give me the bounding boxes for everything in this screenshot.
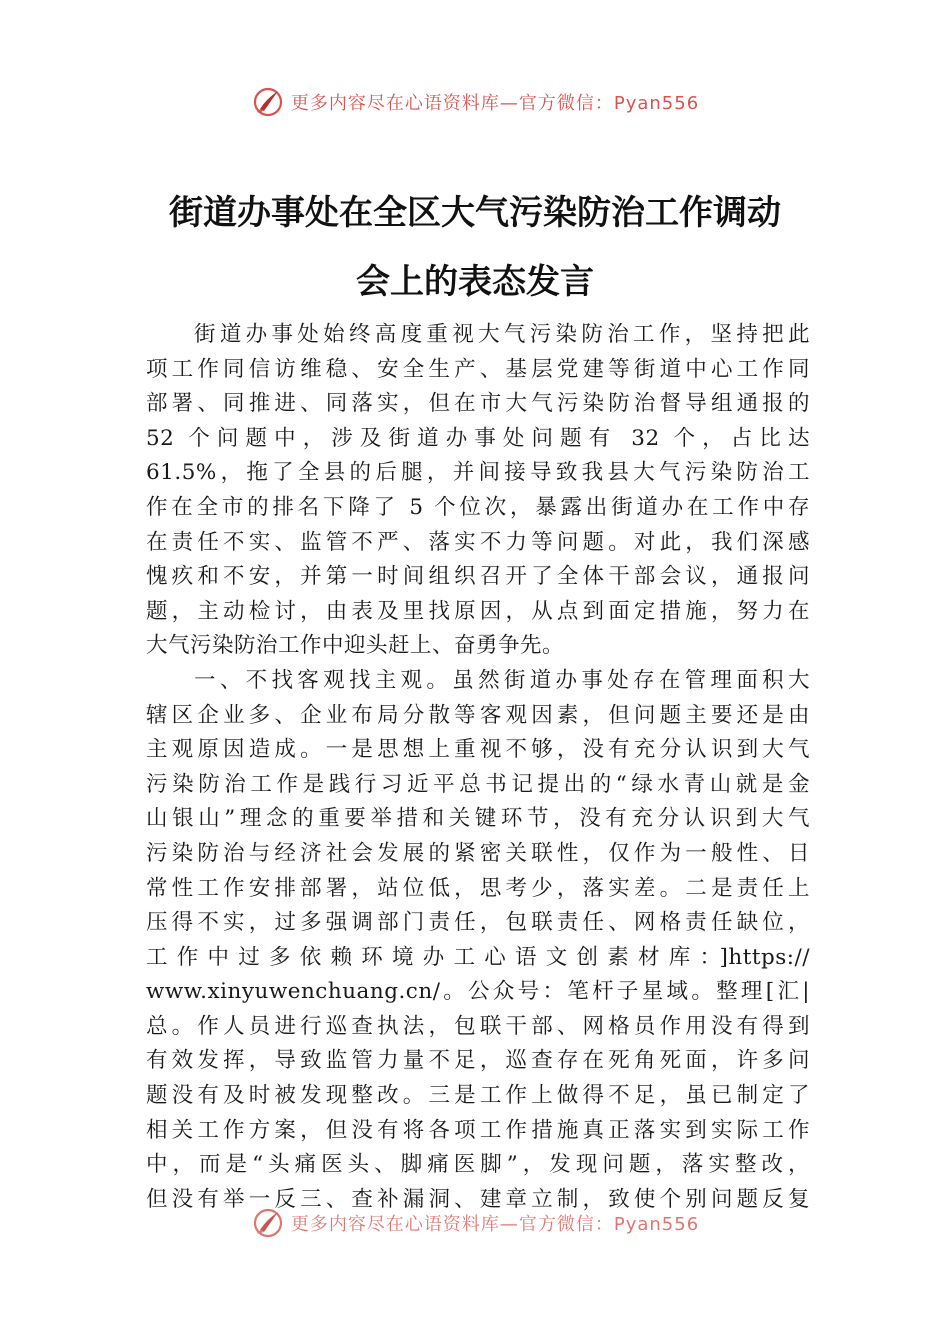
body-line: 一、不找客观找主观。虽然街道办事处存在管理面积大 bbox=[194, 667, 810, 693]
body-line: 压得不实，过多强调部门责任，包联责任、网格责任缺位， bbox=[146, 910, 810, 936]
body-line: 愧疚和不安，并第一时间组织召开了全体干部会议，通报问 bbox=[146, 564, 810, 590]
watermark-footer bbox=[0, 1203, 950, 1243]
body-line: 题，主动检讨，由表及里找原因，从点到面定措施，努力在 bbox=[146, 598, 810, 624]
body-line: 总。作人员进行巡查执法，包联干部、网格员作用没有得到 bbox=[146, 1013, 810, 1039]
body-line: 部署、同推进、同落实，但在市大气污染防治督导组通报的 bbox=[146, 391, 810, 417]
body-line: 大气污染防治工作中迎头赶上、奋勇争先。 bbox=[146, 633, 565, 659]
body-line: 山银山”理念的重要举措和关键环节，没有充分认识到大气 bbox=[146, 806, 810, 832]
body-line: 在责任不实、监管不严、落实不力等问题。对此，我们深感 bbox=[146, 529, 810, 555]
body-line: 街道办事处始终高度重视大气污染防治工作，坚持把此 bbox=[194, 322, 810, 347]
body-line: 常性工作安排部署，站位低，思考少，落实差。二是责任上 bbox=[146, 875, 810, 901]
brush-logo-icon bbox=[251, 85, 285, 119]
body-line: 但没有举一反三、查补漏洞、建章立制，致使个别问题反复 bbox=[146, 1186, 810, 1212]
document-body bbox=[146, 318, 810, 1213]
body-line: 主观原因造成。一是思想上重视不够，没有充分认识到大气 bbox=[146, 737, 810, 763]
watermark-text: 更多内容尽在心语资料库—官方微信：Pyan556 bbox=[290, 93, 700, 114]
body-line: 相关工作方案，但没有将各项工作措施真正落实到实际工作 bbox=[146, 1117, 810, 1143]
document-title-line-1: 街道办事处在全区大气污染防治工作调动 bbox=[169, 193, 781, 233]
brush-logo-icon bbox=[251, 1206, 285, 1240]
body-line: 中，而是“头痛医头、脚痛医脚”，发现问题，落实整改， bbox=[146, 1152, 810, 1178]
body-line: 污染防治工作是践行习近平总书记提出的“绿水青山就是金 bbox=[146, 771, 810, 797]
body-line: 污染防治与经济社会发展的紧密关联性，仅作为一般性、日 bbox=[146, 840, 810, 866]
watermark-text: 更多内容尽在心语资料库—官方微信：Pyan556 bbox=[290, 1214, 700, 1235]
body-line: 52 个问题中，涉及街道办事处问题有 32 个，占比达 bbox=[146, 425, 810, 451]
body-line: 项工作同信访维稳、安全生产、基层党建等街道中心工作同 bbox=[146, 356, 810, 382]
document-title-line-2: 会上的表态发言 bbox=[356, 262, 594, 302]
body-line: 题没有及时被发现整改。三是工作上做得不足，虽已制定了 bbox=[146, 1083, 810, 1109]
body-line: www.xinyuwenchuang.cn/。公众号：笔杆子星域。整理[汇| bbox=[146, 979, 810, 1005]
body-line: 61.5%，拖了全县的后腿，并间接导致我县大气污染防治工 bbox=[146, 460, 810, 486]
body-line: 工作中过多依赖环境办工心语文创素材库：]https:// bbox=[146, 944, 810, 970]
watermark-header bbox=[0, 82, 950, 122]
body-line: 辖区企业多、企业布局分散等客观因素，但问题主要还是由 bbox=[146, 702, 810, 728]
body-line: 有效发挥，导致监管力量不足，巡查存在死角死面，许多问 bbox=[146, 1048, 810, 1074]
body-line: 作在全市的排名下降了 5 个位次，暴露出街道办在工作中存 bbox=[146, 494, 810, 520]
